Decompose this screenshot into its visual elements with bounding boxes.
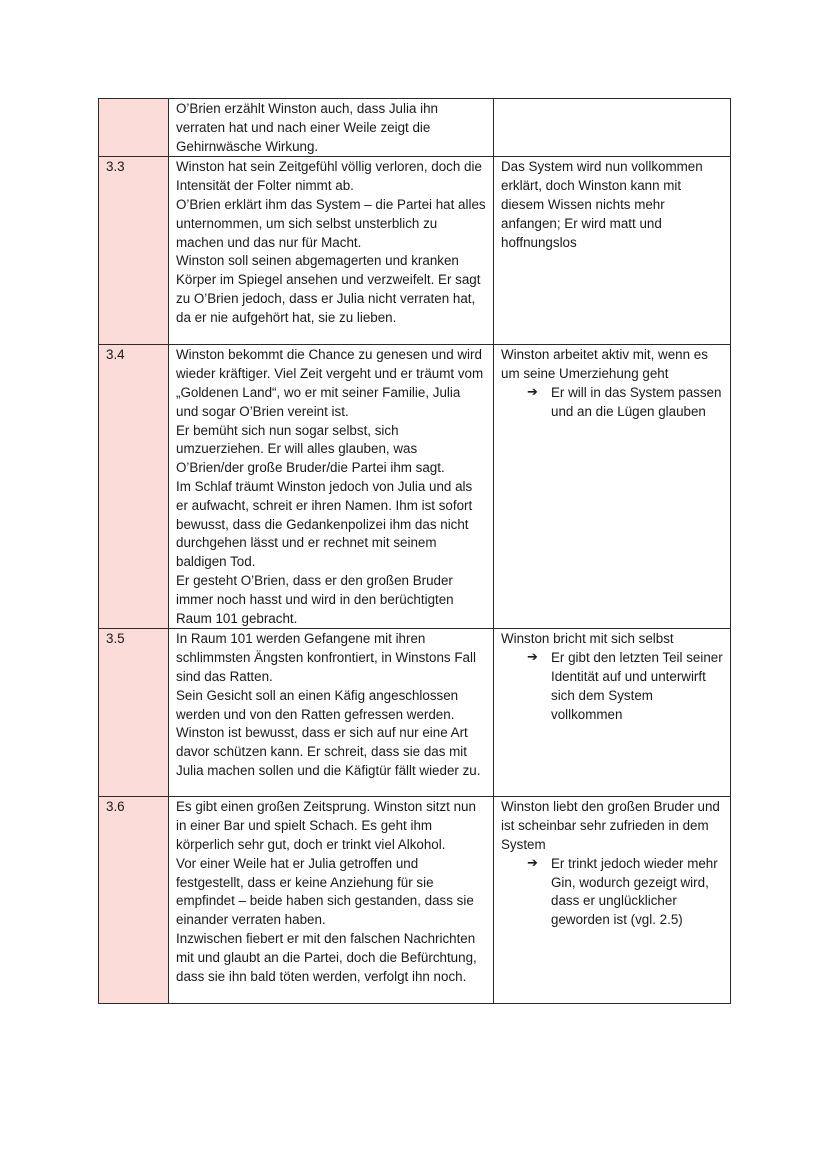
analysis-cell: [494, 157, 731, 345]
table-row: [99, 157, 731, 345]
analysis-bullet-text: Er trinkt jedoch wieder mehr Gin, wodurch gezeigt wird, dass er unglücklicher geworden ist (vgl. 2.5): [551, 855, 718, 928]
content-cell: [169, 99, 494, 157]
table-row: [99, 99, 731, 157]
chapter-number-cell: [99, 345, 169, 629]
content-cell: [169, 157, 494, 345]
content-paragraph: Vor einer Weile hat er Julia getroffen und festgestellt, dass er keine Anziehung für sie empfindet – beide haben sich gestanden, dass sie einander verraten haben.: [176, 855, 474, 928]
analysis-text: Winston arbeitet aktiv mit, wenn es um seine Umerziehung geht: [501, 347, 708, 382]
chapter-number-cell: [99, 99, 169, 157]
content-cell: [169, 345, 494, 629]
content-paragraph: Im Schlaf träumt Winston jedoch von Julia und als er aufwacht, schreit er ihren Namen. Ihm ist sofort bewusst, dass die Gedankenpolizei ihm das nicht durchgehen lässt und er rechnet mit seinem baldigen Tod.: [176, 478, 473, 570]
content-paragraph: Winston bekommt die Chance zu genesen und wird wieder kräftiger. Viel Zeit vergeht und er träumt vom „Goldenen Land“, wo er mit seiner Familie, Julia und sogar O’Brien vereint ist.: [176, 347, 484, 419]
analysis-bullet: [501, 649, 723, 724]
content-paragraph: Er gesteht O’Brien, dass er den großen Bruder immer noch hasst und wird in den berüchtigten Raum 101 gebracht.: [176, 572, 454, 626]
analysis-bullet-text: Er gibt den letzten Teil seiner Identität auf und unterwirft sich dem System vollkommen: [551, 650, 723, 722]
analysis-text: Winston bricht mit sich selbst: [501, 631, 674, 647]
analysis-text: Winston liebt den großen Bruder und ist scheinbar sehr zufrieden in dem System: [501, 799, 720, 852]
table-row: [99, 629, 731, 797]
analysis-text: Das System wird nun vollkommen erklärt, doch Winston kann mit diesem Wissen nichts mehr anfangen; Er wird matt und hoffnungslos: [501, 159, 703, 250]
analysis-cell: [494, 797, 731, 1004]
content-paragraph: Es gibt einen großen Zeitsprung. Winston sitzt nun in einer Bar und spielt Schach. Es geht ihm körperlich sehr gut, doch er trinkt viel Alkohol.: [176, 799, 476, 852]
chapter-number: 3.4: [106, 347, 125, 363]
content-paragraph: Sein Gesicht soll an einen Käfig angeschlossen werden und von den Ratten gefressen werden. Winston ist bewusst, dass er sich auf nur eine Art davor schützen kann. Er schreit, dass sie das mit Julia machen sollen und die Käfigtür fällt wieder zu.: [176, 687, 481, 778]
analysis-cell: [494, 345, 731, 629]
content-paragraph: O’Brien erzählt Winston auch, dass Julia ihn verraten hat und nach einer Weile zeigt die Gehirnwäsche Wirkung.: [176, 101, 438, 154]
table-row: [99, 797, 731, 1004]
content-paragraph: Winston hat sein Zeitgefühl völlig verloren, doch die Intensität der Folter nimmt ab.: [176, 159, 482, 194]
right-arrow-icon: ➔: [527, 650, 538, 666]
chapter-summary-table: [98, 98, 731, 1004]
content-paragraph: Winston soll seinen abgemagerten und kranken Körper im Spiegel ansehen und verzweifelt. Er sagt zu O’Brien jedoch, dass er Julia nicht verraten hat, da er nie aufgehört hat, sie zu lieben.: [176, 253, 481, 325]
content-paragraph: O’Brien erklärt ihm das System – die Partei hat alles unternommen, um sich selbst unsterblich zu machen und das nur für Macht.: [176, 196, 486, 250]
right-arrow-icon: ➔: [527, 384, 538, 400]
content-cell: [169, 629, 494, 797]
content-paragraph: In Raum 101 werden Gefangene mit ihren schlimmsten Ängsten konfrontiert, in Winstons Fall sind das Ratten.: [176, 631, 476, 684]
analysis-bullet: [501, 384, 723, 422]
table-row: [99, 345, 731, 629]
analysis-cell: [494, 629, 731, 797]
chapter-number: 3.5: [106, 631, 125, 647]
right-arrow-icon: ➔: [527, 855, 538, 871]
analysis-bullet-text: Er will in das System passen und an die Lügen glauben: [551, 384, 722, 419]
chapter-number: 3.6: [106, 799, 125, 815]
analysis-bullet: [501, 855, 723, 930]
chapter-number-cell: [99, 797, 169, 1004]
chapter-number-cell: [99, 629, 169, 797]
content-cell: [169, 797, 494, 1004]
chapter-number-cell: [99, 157, 169, 345]
content-paragraph: Inzwischen fiebert er mit den falschen Nachrichten mit und glaubt an die Partei, doch die Befürchtung, dass sie ihn bald töten werden, verfolgt ihn noch.: [176, 930, 477, 984]
content-paragraph: Er bemüht sich nun sogar selbst, sich umzuerziehen. Er will alles glauben, was O’Brien/der große Bruder/die Partei ihm sagt.: [176, 422, 445, 476]
chapter-number: 3.3: [106, 159, 125, 175]
analysis-cell: [494, 99, 731, 157]
